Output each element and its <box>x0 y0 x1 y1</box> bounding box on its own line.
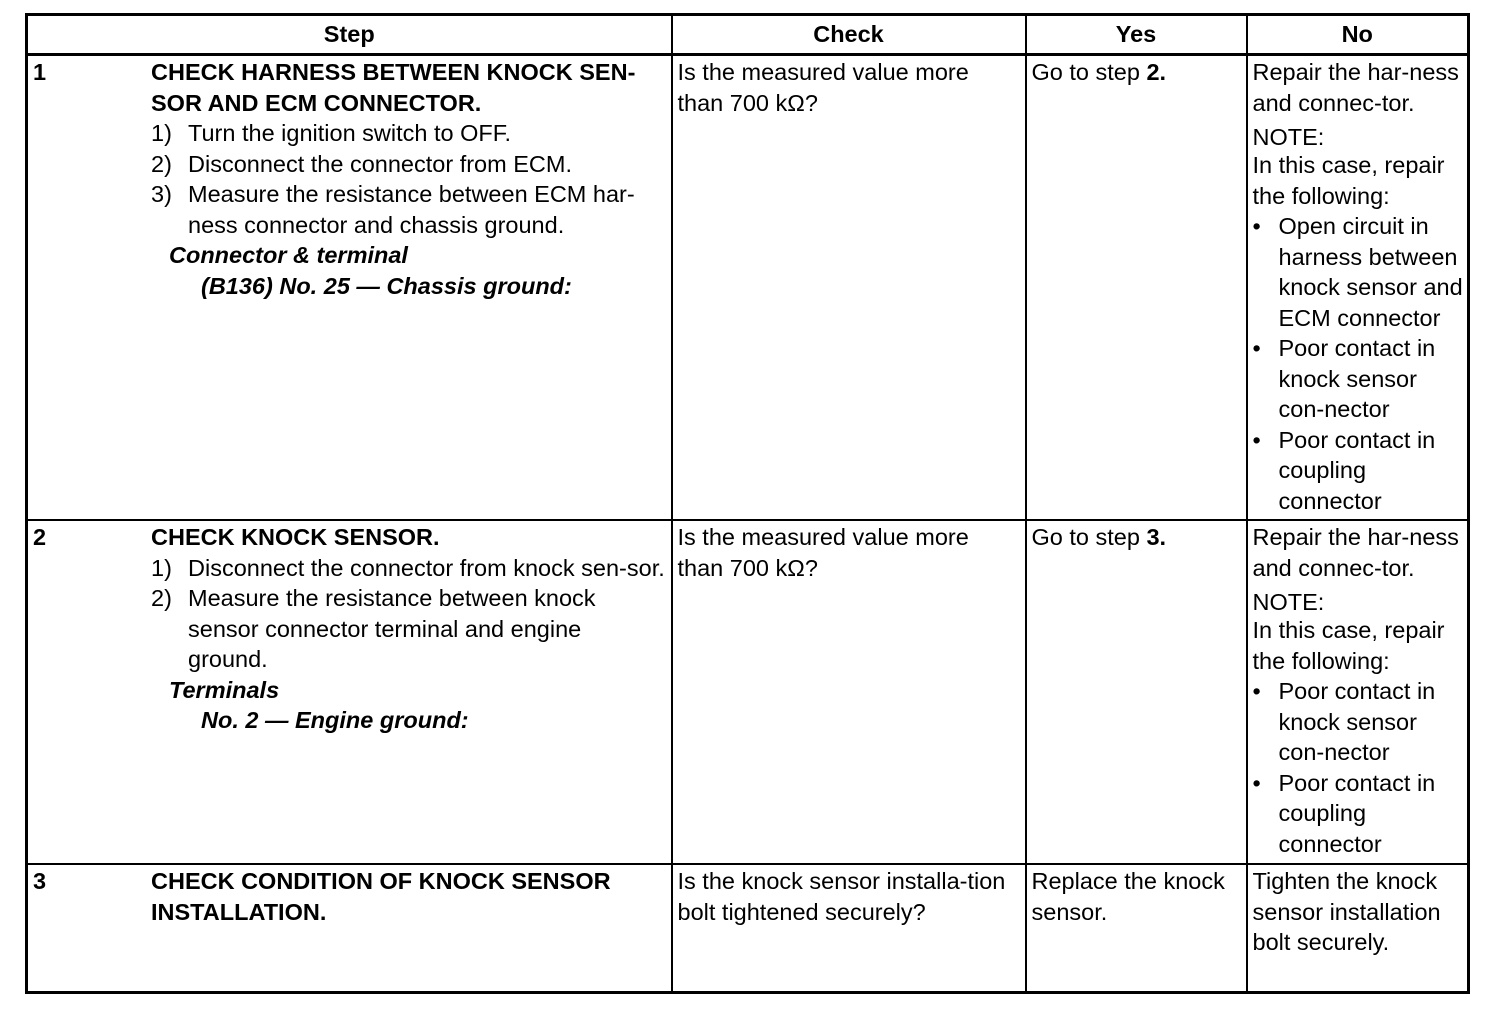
yes-text: Replace the knock sensor. <box>1031 868 1225 925</box>
bullet-text: Poor contact in knock sensor con-nector <box>1278 678 1436 765</box>
note-label: NOTE: <box>1252 124 1325 150</box>
check-text: Is the knock sensor installa-tion bolt tightened securely? <box>677 868 1006 925</box>
no-text: Repair the har-ness and connec-tor. <box>1252 524 1459 581</box>
no-cell <box>1247 520 1469 864</box>
spec-detail: No. 2 — Engine ground: <box>201 707 469 733</box>
no-text: Repair the har-ness and connec-tor. <box>1252 59 1459 116</box>
procedure-item <box>151 553 667 584</box>
note-bullet <box>1253 333 1464 425</box>
procedure-text: Disconnect the connector from ECM. <box>188 150 572 177</box>
procedure-number: 2) <box>151 585 172 611</box>
yes-cell <box>1026 520 1247 864</box>
note-bullet <box>1253 768 1464 860</box>
yes-cell <box>1026 864 1247 993</box>
note-bullet <box>1253 211 1464 333</box>
header-check: Check <box>672 15 1026 55</box>
bullet-glyph: • <box>1252 213 1261 239</box>
procedure-item <box>151 149 667 180</box>
procedure-text: Disconnect the connector from knock sen-sor. <box>188 554 665 581</box>
note-intro: In this case, repair the following: <box>1252 152 1445 209</box>
no-cell <box>1247 55 1469 521</box>
step-cell <box>27 520 672 864</box>
table-row <box>27 55 1469 521</box>
check-text: Is the measured value more than 700 kΩ? <box>677 524 969 581</box>
step-title: CHECK CONDITION OF KNOCK SENSOR INSTALLATION. <box>151 868 611 925</box>
step-title: CHECK HARNESS BETWEEN KNOCK SEN-SOR AND ECM CONNECTOR. <box>151 59 636 116</box>
bullet-text: Open circuit in harness between knock sensor and ECM connector <box>1278 213 1463 331</box>
procedure-item <box>151 583 667 675</box>
procedure-text: Turn the ignition switch to OFF. <box>188 120 512 146</box>
procedure-number: 2) <box>151 150 172 177</box>
bullet-text: Poor contact in coupling connector <box>1278 769 1436 857</box>
procedure-number: 1) <box>151 120 172 146</box>
note-intro: In this case, repair the following: <box>1252 617 1445 674</box>
spec-heading: Connector & terminal <box>169 242 408 268</box>
yes-step-ref: 3. <box>1146 524 1167 550</box>
yes-prefix: Go to step <box>1031 524 1147 550</box>
bullet-text: Poor contact in coupling connector <box>1278 426 1436 514</box>
step-number: 1 <box>33 59 47 85</box>
procedure-number: 1) <box>151 554 172 581</box>
header-step: Step <box>27 15 672 55</box>
spec-heading: Terminals <box>169 676 280 703</box>
header-row <box>27 15 1469 55</box>
step-title: CHECK KNOCK SENSOR. <box>151 524 440 550</box>
bullet-glyph: • <box>1252 678 1261 704</box>
check-text: Is the measured value more than 700 kΩ? <box>677 59 969 116</box>
note-label: NOTE: <box>1252 589 1325 615</box>
procedure-item <box>151 118 667 149</box>
bullet-glyph: • <box>1252 335 1261 361</box>
table-row <box>27 864 1469 993</box>
check-cell <box>672 55 1026 521</box>
check-cell <box>672 864 1026 993</box>
step-cell <box>27 55 672 521</box>
yes-cell <box>1026 55 1247 521</box>
step-cell <box>27 864 672 993</box>
bullet-glyph: • <box>1252 426 1261 453</box>
header-no: No <box>1247 15 1469 55</box>
step-number: 2 <box>33 524 47 550</box>
yes-step-ref: 2. <box>1146 59 1167 85</box>
procedure-item <box>151 179 667 240</box>
step-number: 3 <box>33 868 47 894</box>
note-bullet <box>1253 425 1464 517</box>
bullet-glyph: • <box>1252 769 1261 796</box>
spec-detail: (B136) No. 25 — Chassis ground: <box>201 272 572 299</box>
no-text: Tighten the knock sensor installation bolt securely. <box>1252 868 1441 955</box>
procedure-number: 3) <box>151 181 172 207</box>
diagnostic-table <box>25 13 1470 994</box>
note-bullet <box>1253 676 1464 768</box>
yes-prefix: Go to step <box>1031 59 1147 85</box>
procedure-text: Measure the resistance between ECM har-ness connector and chassis ground. <box>188 181 635 238</box>
check-cell <box>672 520 1026 864</box>
procedure-text: Measure the resistance between knock sensor connector terminal and engine ground. <box>188 585 596 672</box>
no-cell <box>1247 864 1469 993</box>
bullet-text: Poor contact in knock sensor con-nector <box>1278 335 1436 422</box>
table-row <box>27 520 1469 864</box>
header-yes: Yes <box>1026 15 1247 55</box>
